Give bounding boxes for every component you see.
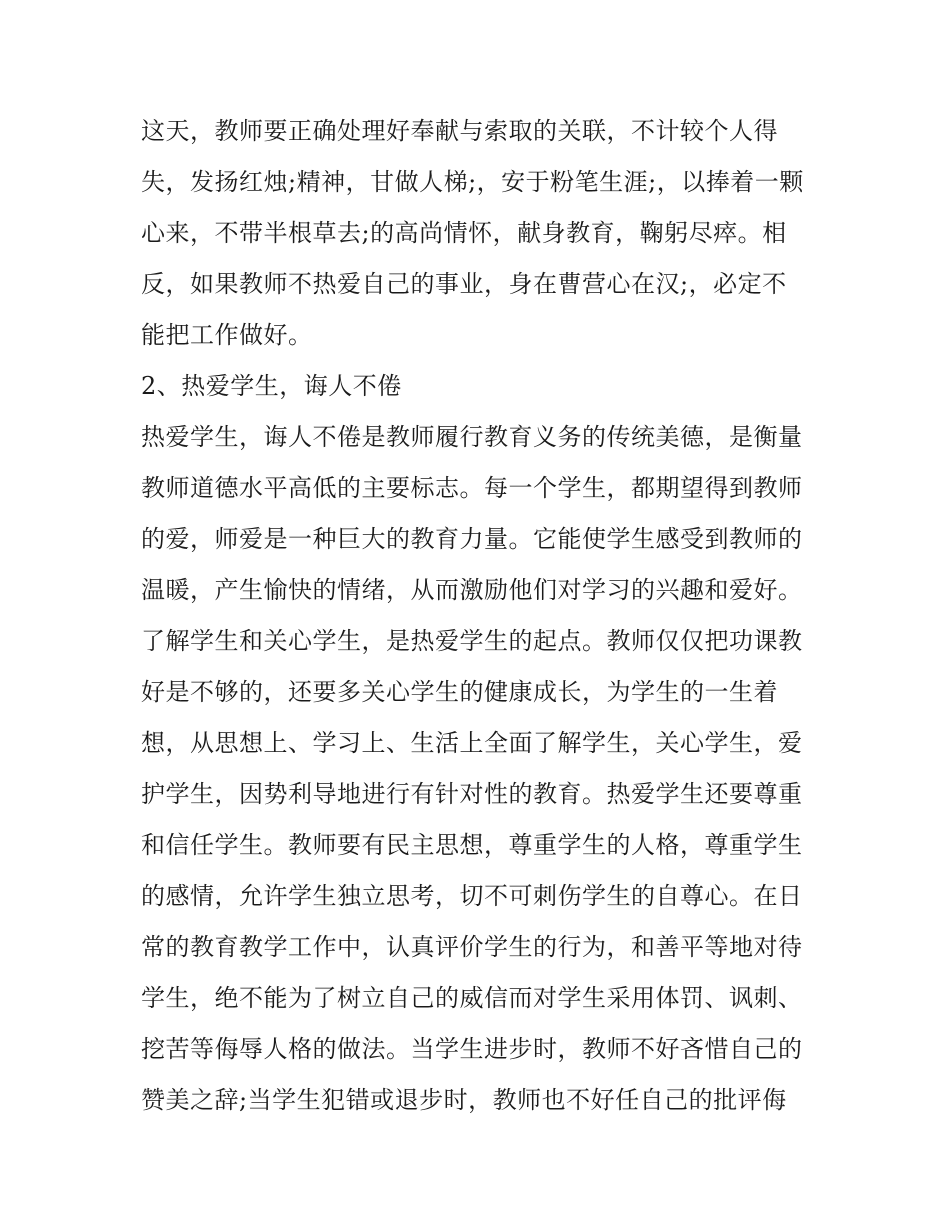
text-line: 了解学生和关心学生，是热爱学生的起点。教师仅仅把功课教 bbox=[141, 627, 803, 655]
text-line: 赞美之辞;当学生犯错或退步时，教师也不好任自己的批评侮 bbox=[141, 1086, 787, 1114]
text-line: 的感情，允许学生独立思考，切不可刺伤学生的自尊心。在日 bbox=[141, 882, 803, 910]
text-line: 挖苦等侮辱人格的做法。当学生进步时，教师不好吝惜自己的 bbox=[141, 1035, 803, 1063]
text-line: 失，发扬红烛;精神，甘做人梯;，安于粉笔生涯;，以捧着一颗 bbox=[141, 168, 804, 196]
text-line: 常的教育教学工作中，认真评价学生的行为，和善平等地对待 bbox=[141, 933, 803, 961]
text-line: 热爱学生，诲人不倦是教师履行教育义务的传统美德，是衡量 bbox=[141, 423, 803, 451]
text-line: 反，如果教师不热爱自己的事业，身在曹营心在汉;，必定不 bbox=[141, 270, 787, 298]
body-text bbox=[141, 106, 821, 1126]
text-line: 学生，绝不能为了树立自己的威信而对学生采用体罚、讽刺、 bbox=[141, 984, 803, 1012]
section-heading: 2、热爱学生，诲人不倦 bbox=[141, 372, 402, 400]
text-line: 温暖，产生愉快的情绪，从而激励他们对学习的兴趣和爱好。 bbox=[141, 576, 803, 604]
text-line: 这天，教师要正确处理好奉献与索取的关联，不计较个人得 bbox=[141, 117, 778, 145]
text-line: 护学生，因势利导地进行有针对性的教育。热爱学生还要尊重 bbox=[141, 780, 803, 808]
text-line: 好是不够的，还要多关心学生的健康成长，为学生的一生着 bbox=[141, 678, 778, 706]
text-line: 教师道德水平高低的主要标志。每一个学生，都期望得到教师 bbox=[141, 474, 803, 502]
text-line: 和信任学生。教师要有民主思想，尊重学生的人格，尊重学生 bbox=[141, 831, 803, 859]
text-line: 心来，不带半根草去;的高尚情怀，献身教育，鞠躬尽瘁。相 bbox=[141, 219, 787, 247]
text-line: 能把工作做好。 bbox=[141, 321, 313, 349]
text-line: 的爱，师爱是一种巨大的教育力量。它能使学生感受到教师的 bbox=[141, 525, 803, 553]
text-line: 想，从思想上、学习上、生活上全面了解学生，关心学生，爱 bbox=[141, 729, 803, 757]
